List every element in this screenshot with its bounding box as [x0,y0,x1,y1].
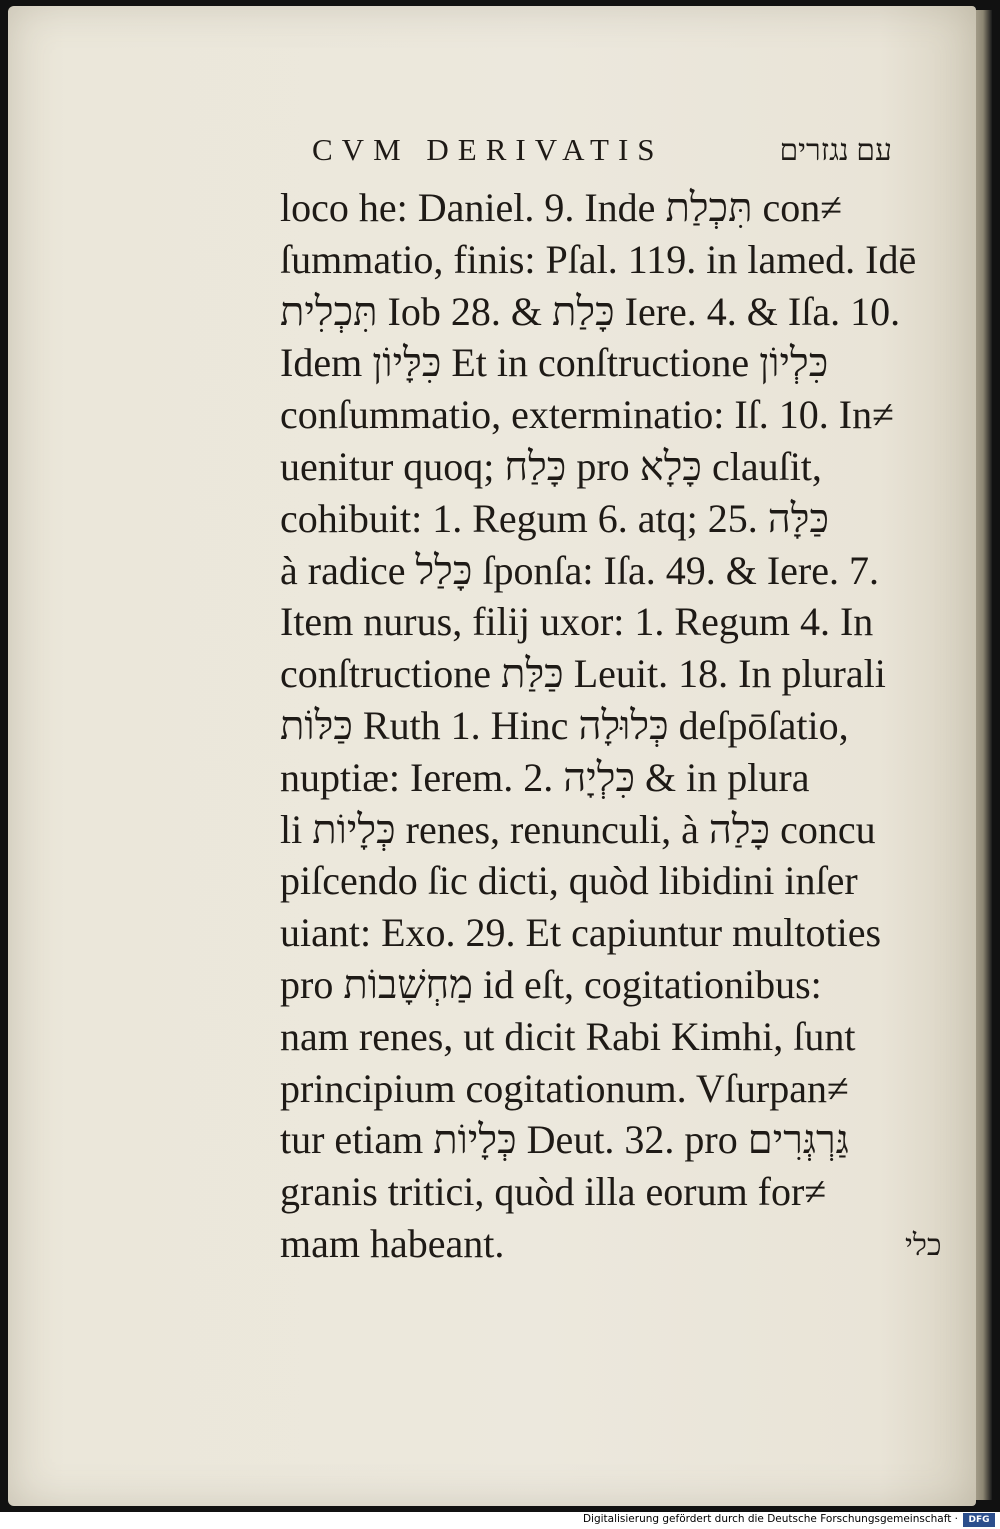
text-line: tur etiam כְּלָיוֹת Deut. 32. pro גַּרְגְּרִים [280,1117,849,1163]
text-line: conſtructione כַּלַּת Leuit. 18. In plurali [280,651,886,697]
running-head [280,132,892,182]
text-line: loco he: Daniel. 9. Inde תִּכְלַת con≠ [280,185,843,230]
running-head-latin: CVM DERIVATIS [312,132,664,167]
text-line: conſummatio, exterminatio: Iſ. 10. In≠ [280,392,895,438]
dfg-logo: DFG [963,1513,995,1527]
text-line: nuptiæ: Ierem. 2. כִּלְיָה & in plura [280,754,810,800]
text-line: li כְּלָיוֹת renes, renunculi, à כָּלַה concu [280,806,876,852]
text-line: תִּכְלִית Iob 28. & כָּלַת Iere. 4. & Iſa. 10. [280,288,901,334]
running-head-hebrew: עם נגזרים [779,134,892,167]
text-line: cohibuit: 1. Regum 6. atq; 25. כַּלָּה [280,495,830,541]
text-line: pro מַחְשָׁבוֹת id eſt, cogitationibus: [280,961,822,1007]
text-line: ſummatio, finis: Pſal. 119. in lamed. Idē [280,236,917,282]
body-text [280,182,970,1270]
text-line: granis tritici, quòd illa eorum for≠ [280,1169,827,1215]
footer-credit: Digitalisierung gefördert durch die Deutsche Forschungsgemeinschaft · [582,1513,958,1525]
text-block [280,132,970,1270]
text-line: à radice כָּלַל ſponſa: Iſa. 49. & Iere. 7. [280,547,879,593]
catchword: כלי [905,1228,942,1263]
text-line: Item nurus, filij uxor: 1. Regum 4. In [280,599,874,645]
text-line: mam habeant. [280,1220,505,1266]
text-line: nam renes, ut dicit Rabi Kimhi, ſunt [280,1013,856,1059]
text-line: principium cogitationum. Vſurpan≠ [280,1065,849,1111]
text-line: uenitur quoq; כָּלַח pro כָּלָא clauſit, [280,443,822,489]
text-line: Idem כִּלָּיוֹן Et in conſtructione כִּלְיוֹן [280,340,829,386]
text-line: uiant: Exo. 29. Et capiuntur multoties [280,910,882,956]
text-line: כַּלּוֹת Ruth 1. Hinc כְּלוּלָה deſpōſatio, [280,702,849,748]
text-line: piſcendo ſic dicti, quòd libidini inſer [280,858,858,904]
